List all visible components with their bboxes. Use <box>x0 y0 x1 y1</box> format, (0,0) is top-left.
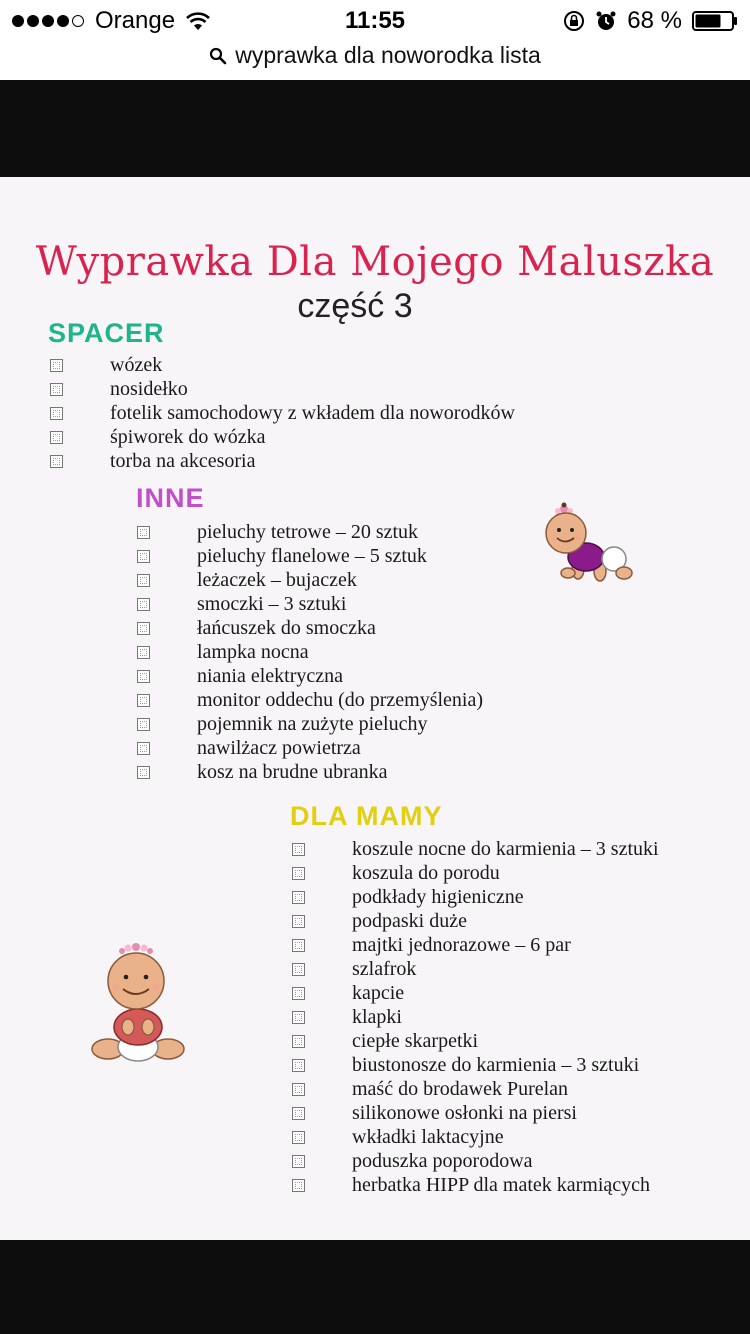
checklist-item <box>137 592 483 616</box>
list-spacer <box>50 353 515 473</box>
checkbox-icon <box>292 1035 305 1048</box>
checkbox-icon <box>292 963 305 976</box>
checkbox-icon <box>137 670 150 683</box>
sitting-baby-illustration <box>86 935 190 1071</box>
checklist-item <box>50 401 515 425</box>
checklist-item <box>137 736 483 760</box>
checklist-item <box>292 981 659 1005</box>
checkbox-icon <box>292 987 305 1000</box>
checklist-item-label: fotelik samochodowy z wkładem dla noworodków <box>110 401 515 424</box>
checkbox-icon <box>137 742 150 755</box>
checkbox-icon <box>137 646 150 659</box>
checkbox-icon <box>137 526 150 539</box>
search-query-container[interactable] <box>209 42 541 69</box>
search-bar[interactable] <box>0 42 750 80</box>
search-icon <box>209 47 227 65</box>
checklist-item <box>292 1149 659 1173</box>
checkbox-icon <box>137 622 150 635</box>
checkbox-icon <box>50 383 63 396</box>
checklist-item-label: poduszka poporodowa <box>352 1149 533 1172</box>
checklist-item <box>137 760 483 784</box>
poster-subtitle: część 3 <box>297 287 413 325</box>
image-content <box>0 177 750 1240</box>
checklist-item-label: nawilżacz powietrza <box>197 736 361 759</box>
checklist-item-label: szlafrok <box>352 957 417 980</box>
checklist-item <box>292 837 659 861</box>
checklist-item-label: koszule nocne do karmienia – 3 sztuki <box>352 837 659 860</box>
checklist-item <box>50 353 515 377</box>
checkbox-icon <box>137 694 150 707</box>
checklist-item-label: klapki <box>352 1005 402 1028</box>
checklist-item <box>137 664 483 688</box>
status-bar <box>0 0 750 42</box>
checklist-item <box>50 377 515 401</box>
checkbox-icon <box>292 1107 305 1120</box>
battery-percentage: 68 % <box>627 7 682 34</box>
checkbox-icon <box>292 915 305 928</box>
checklist-item-label: lampka nocna <box>197 640 309 663</box>
section-heading-inne: INNE <box>136 483 205 513</box>
checkbox-icon <box>50 407 63 420</box>
checklist-item <box>292 861 659 885</box>
checklist-item <box>137 544 483 568</box>
checklist-item-label: podkłady higieniczne <box>352 885 524 908</box>
checklist-item-label: monitor oddechu (do przemyślenia) <box>197 688 484 711</box>
checkbox-icon <box>50 455 63 468</box>
checklist-item-label: pieluchy tetrowe – 20 sztuk <box>197 520 419 543</box>
checklist-item-label: niania elektryczna <box>197 664 344 687</box>
checkbox-icon <box>292 1059 305 1072</box>
alarm-icon <box>595 10 617 32</box>
crawling-baby-illustration <box>538 499 638 599</box>
checklist-item <box>292 885 659 909</box>
checkbox-icon <box>292 1011 305 1024</box>
checkbox-icon <box>292 891 305 904</box>
checklist-item <box>292 1029 659 1053</box>
checklist-item <box>50 449 515 473</box>
checkbox-icon <box>292 1179 305 1192</box>
checklist-item-label: wózek <box>110 353 163 376</box>
viewer-bottom-backdrop <box>0 1240 750 1334</box>
checklist-item <box>137 520 483 544</box>
checklist-item-label: biustonosze do karmienia – 3 sztuki <box>352 1053 640 1076</box>
checklist-item-label: smoczki – 3 sztuki <box>197 592 347 615</box>
checklist-item <box>292 1053 659 1077</box>
checklist-item-label: herbatka HIPP dla matek karmiących <box>352 1173 651 1196</box>
checklist-item <box>292 957 659 981</box>
list-inne <box>137 520 483 784</box>
checklist-item-label: pieluchy flanelowe – 5 sztuk <box>197 544 427 567</box>
checkbox-icon <box>50 359 63 372</box>
poster-title: Wyprawka Dla Mojego Maluszka <box>35 239 715 285</box>
checkbox-icon <box>292 939 305 952</box>
rotation-lock-icon <box>563 10 585 32</box>
checklist-item-label: nosidełko <box>110 377 188 400</box>
checklist-item <box>292 1125 659 1149</box>
checkbox-icon <box>137 574 150 587</box>
checklist-item-label: pojemnik na zużyte pieluchy <box>197 712 428 735</box>
checkbox-icon <box>137 766 150 779</box>
checklist-item <box>137 640 483 664</box>
checklist-item <box>50 425 515 449</box>
checkbox-icon <box>50 431 63 444</box>
battery-icon <box>692 11 738 31</box>
checklist-item-label: wkładki laktacyjne <box>352 1125 504 1148</box>
checklist-item <box>292 909 659 933</box>
checklist-item <box>137 688 483 712</box>
checklist-item <box>137 712 483 736</box>
checklist-item-label: torba na akcesoria <box>110 449 256 472</box>
checklist-item <box>137 616 483 640</box>
viewer-top-backdrop <box>0 80 750 177</box>
checkbox-icon <box>292 1131 305 1144</box>
checklist-item <box>292 1173 659 1197</box>
checklist-item-label: ciepłe skarpetki <box>352 1029 479 1052</box>
checklist-item-label: podpaski duże <box>352 909 467 932</box>
checkbox-icon <box>292 1155 305 1168</box>
checklist-item <box>137 568 483 592</box>
checklist-item-label: maść do brodawek Purelan <box>352 1077 569 1100</box>
checklist-item <box>292 933 659 957</box>
status-right <box>553 7 738 35</box>
checklist-item-label: kapcie <box>352 981 405 1004</box>
checklist-item-label: śpiworek do wózka <box>110 425 266 448</box>
checklist-item <box>292 1101 659 1125</box>
checklist-item-label: łańcuszek do smoczka <box>197 616 376 639</box>
checklist-item <box>292 1005 659 1029</box>
checklist-item-label: kosz na brudne ubranka <box>197 760 388 783</box>
checkbox-icon <box>137 598 150 611</box>
checklist-item-label: majtki jednorazowe – 6 par <box>352 933 571 956</box>
clock: 11:55 <box>344 7 406 34</box>
checkbox-icon <box>137 718 150 731</box>
checkbox-icon <box>292 843 305 856</box>
list-dla-mamy <box>292 837 659 1197</box>
checklist-item-label: koszula do porodu <box>352 861 500 884</box>
checkbox-icon <box>292 1083 305 1096</box>
carrier-name: Orange <box>95 7 176 34</box>
checklist-item <box>292 1077 659 1101</box>
checkbox-icon <box>292 867 305 880</box>
section-heading-spacer: SPACER <box>48 318 165 348</box>
checklist-item-label: silikonowe osłonki na piersi <box>352 1101 577 1124</box>
search-query[interactable]: wyprawka dla noworodka lista <box>235 42 541 68</box>
checklist-item-label: leżaczek – bujaczek <box>197 568 357 591</box>
section-heading-dla-mamy: DLA MAMY <box>290 801 443 831</box>
checkbox-icon <box>137 550 150 563</box>
